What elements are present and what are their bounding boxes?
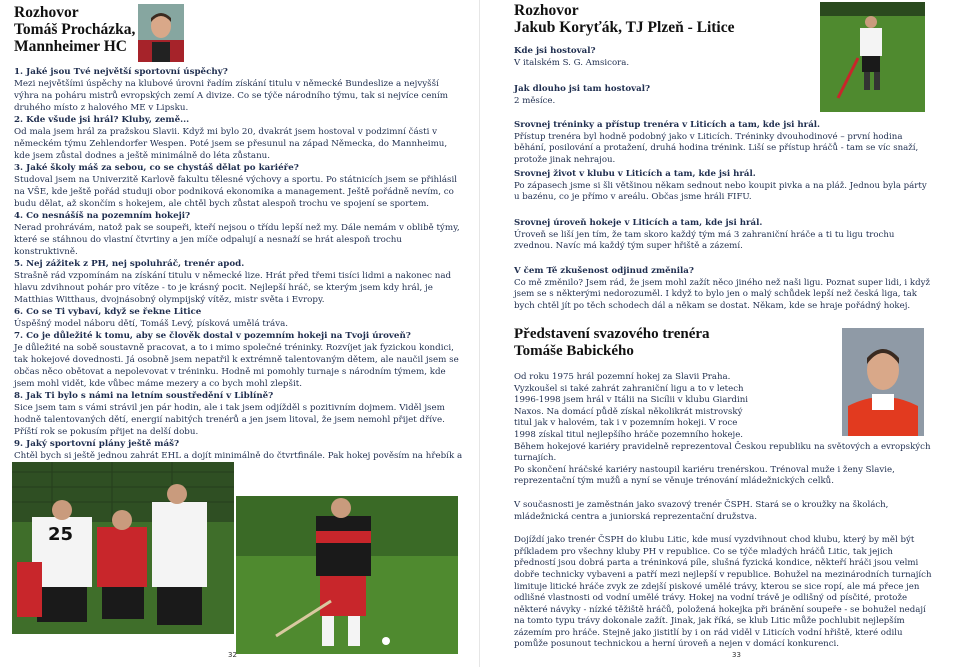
question: Jak dlouho jsi tam hostoval?	[514, 84, 651, 94]
answer: Strašně rád vzpomínám na získání titulu v německé lize. Hrát před třemi tisíci lidmi a nakonec nad hlavu zdvihnout pohár pro vítěze - to je krásný pocit. Nejlepší hráč, se kterým jsem kdy hrál, je Matthias Witthaus, dvojnásobný olympijský vítěz, mistr světa i Evropy.	[14, 271, 452, 305]
bio-paragraph: Po skončení hráčské kariéry nastoupil kariéru trenérskou. Trénoval muže i ženy Slavie, reprezentační tým mužů a nyní se věnuje trénování mládežnických celků.	[514, 464, 895, 487]
page-number: 33	[732, 651, 741, 659]
question: Srovnej tréninky a přístup trenéra v Liticích a tam, kde jsi hrál.	[514, 120, 821, 130]
answer: Po zápasech jsme si šli většinou někam sednout nebo koupit pivka a na pláž. Jednou byla párty u bazénu, co je přímo v areálu. Občas jsme hráli FIFU.	[514, 180, 927, 203]
player-in-action-photo	[236, 496, 458, 654]
answer: Nerad prohrávám, natož pak se soupeři, kteří nejsou o třídu lepší než my. Dále nemám v oblibě týmy, které se stáhnou do vlastní čtvrtiny a jen míče odpalují a nesnaží se hrát alespoň trochu konstruktivně.	[14, 223, 460, 257]
answer: Je důležité na sobě soustavně pracovat, a to i mimo společné tréninky. Rozvíjet jak fyzickou kondici, tak hokejové dovednosti. Já osobně jsem nepatřil k extrémně talentovaným dětem, ale naučil jsem se občas něco obětovat a nepolevovat v tréninku. Hodně mi pomohly turnaje s národním týmem, kde jsem mohl vidět, kde vůbec máme mezery a co bych mohl zlepšit.	[14, 343, 459, 389]
answer: Od mala jsem hrál za pražskou Slavii. Když mi bylo 20, dvakrát jsem hostoval v podzimní části v německém týmu Zehlendorfer Wespen. Poté jsem se přesunul na západ Německa, do Mannheimu, kde jsem zůstal dodnes a ještě minimálně do léta zůstanu.	[14, 127, 448, 161]
right-page	[480, 0, 959, 667]
left-interview-heading	[14, 4, 135, 55]
coach-profile-heading	[514, 326, 710, 360]
right-qa-4	[514, 169, 934, 204]
question: Kde jsi hostoval?	[514, 46, 596, 56]
right-qa-6	[514, 266, 934, 312]
answer: V italském S. G. Amsicora.	[514, 57, 630, 68]
right-qa-1	[514, 46, 934, 69]
answer: Mezi největšími úspěchy na klubové úrovni řadím získání titulu v německé Bundeslize a nejvyšší výhra na poháru mistrů evropských zemí A divize. Co se týče národního týmu, tak si nejvíce cením druhého místo z halového ME v Lipsku.	[14, 79, 449, 113]
bio-paragraph: Dojíždí jako trenér ČSPH do klubu Litic, kde musí vyzdvihnout chod klubu, který by měl být příkladem pro všechny kluby PH v republice. Co se týče mladých hráčů Litic, tak jejich předností jsou dobrá parta a tréninková píle, slušná fyzická kondice, někteří hráči jsou velmi dobře technicky vybaveni a patří mezi nejlepší v republice. Bohužel na mezinárodních turnajích limituje litické hráče zvyk ze zdejší piskové umělé trávy, kterou se sice ropí, ale má přece jen odlišné vlastnosti od vodní umělé trávy. Hokej na vodní trávě je odlišný od písčité, protože některé návyky - nízké těžiště hráčů, položená hokejka při bránění soupeře - se bohužel nedají na tomto typu trávy dokonale zažít. Jinak, jak říká, se klub Litic může pochlubit nejlepším zázemím pro hráče. Stejně jako jistitlí by i on rád viděl v Liticích vodní hřiště, které odilu pomůže posunout technickou a herní úroveň a nejen v domácí konkurenci.	[514, 535, 932, 650]
coach-bio	[514, 372, 934, 651]
answer: Úroveň se liší jen tím, že tam skoro každý tým má 3 zahraniční hráče a ti tu ligu trochu zvednou. Navíc má každý tým super hřiště a zázemí.	[514, 229, 895, 252]
question: 8. Jak Ti bylo s námi na letním soustředění v Liblíně?	[14, 391, 274, 401]
right-qa-2	[514, 84, 934, 107]
question: 7. Co je důležité k tomu, aby se člověk dostal v pozemním hokeji na Tvoji úroveň?	[14, 331, 411, 341]
portrait-prochazka-photo	[138, 4, 184, 62]
svg-text:25: 25	[48, 524, 74, 545]
right-interview-heading	[514, 2, 735, 36]
question: 3. Jaké školy máš za sebou, co se chystáš dělat po kariéře?	[14, 163, 299, 173]
bio-line: Vyzkoušel si také zahrát zahraniční ligu a to v letech	[514, 383, 744, 394]
bio-line: 1996-1998 jsem hrál v Itálii na Sicílii v klubu Giardini	[514, 395, 748, 406]
answer: Chtěl bych si ještě jednou zahrát EHL a dojít minimálně do čtvrtfinále. Pak hokej pověsím na hřebík a	[14, 451, 463, 461]
bio-line: 1998 získal titul nejlepšího hráče pozemního hokeje.	[514, 429, 744, 440]
question: 9. Jaký sportovní plány ještě máš?	[14, 439, 180, 449]
question: 6. Co se Ti vybaví, když se řekne Litice	[14, 307, 202, 317]
heading-line: Tomáš Procházka,	[14, 21, 136, 38]
page-number: 32	[228, 651, 237, 659]
answer: 2 měsíce.	[514, 95, 556, 106]
question: 1. Jaké jsou Tvé největší sportovní úspěchy?	[14, 67, 228, 77]
heading-line: Tomáše Babického	[514, 343, 634, 359]
heading-line: Mannheimer HC	[14, 38, 127, 55]
answer: Přístup trenéra byl hodně podobný jako v Liticích. Tréninky dvouhodinové – první hodina běhání, posilování a protažení, druhá hodina trénink. Liší se přístup hráčů - tam se víc snaží, protože jinak nehrajou.	[514, 131, 919, 165]
answer: Co mě změnilo? Jsem rád, že jsem mohl zažít něco jiného než naši ligu. Poznat super lidi, i když jsem se s některými nedorozuměl. I když to bylo jen o malý schůdek lepší než česká liga, tak bych chtěl jít po těch schodech dál a někam se dostat. Někam, kde se hraje pořádný hokej.	[514, 277, 930, 311]
left-qa-section	[14, 66, 464, 474]
question: 2. Kde všude jsi hrál? Kluby, země...	[14, 115, 190, 125]
question: Srovnej úroveň hokeje v Liticích a tam, kde jsi hrál.	[514, 218, 763, 228]
answer: Úspěšný model náboru dětí, Tomáš Levý, písková umělá tráva.	[14, 319, 289, 329]
heading-line: Jakub Koryťák, TJ Plzeň - Litice	[514, 19, 735, 36]
bio-line: titul jak v halovém, tak i v pozemním hokeji. V roce	[514, 418, 738, 429]
question: 4. Co nesnášíš na pozemním hokeji?	[14, 211, 191, 221]
answer: Sice jsem tam s vámi strávil jen pár hodin, ale i tak jsem odjížděl s pozitivním dojmem. Viděl jsem hodně talentovaných dětí, energií nabitých trenérů a jen jsem litoval, že jsem nemohl přijet dříve. Příští rok se pokusím přijet na delší dobu.	[14, 403, 445, 437]
right-qa-5	[514, 218, 934, 253]
heading-line: Rozhovor	[514, 2, 579, 19]
bio-line: Od roku 1975 hrál pozemní hokej za Slavii Praha.	[514, 372, 731, 382]
team-huddle-photo	[12, 462, 234, 634]
bio-paragraph: V současnosti je zaměstnán jako svazový trenér ČSPH. Stará se o kroužky na školách, mládežnická centra a juniorská reprezentační družstva.	[514, 499, 889, 522]
bio-paragraph: Během hokejové kariéry pravidelně reprezentoval Českou republiku na světových a evropských turnajích.	[514, 441, 931, 464]
question: 5. Nej zážitek z PH, nej spoluhráč, trenér apod.	[14, 259, 245, 269]
question: Srovnej život v klubu v Liticích a tam, kde jsi hrál.	[514, 169, 756, 179]
question: V čem Tě zkušenost odjinud změnila?	[514, 266, 694, 276]
bio-line: Naxos. Na domácí půdě získal několikrát mistrovský	[514, 406, 743, 417]
left-page	[0, 0, 479, 667]
answer: Studoval jsem na Univerzitě Karlově fakultu tělesné výchovy a sportu. Po státnicích jsem se přihlásil na VŠE, kde ještě pořád studuji obor podniková ekonomika a management. Ještě pořádně nevím, co budu dělat, až skončím s hokejem, ale chtěl bych zůstat alespoň trochu ve spojení se sportem.	[14, 175, 458, 209]
heading-line: Rozhovor	[14, 4, 79, 21]
right-qa-3	[514, 120, 934, 166]
heading-line: Představení svazového trenéra	[514, 326, 710, 342]
